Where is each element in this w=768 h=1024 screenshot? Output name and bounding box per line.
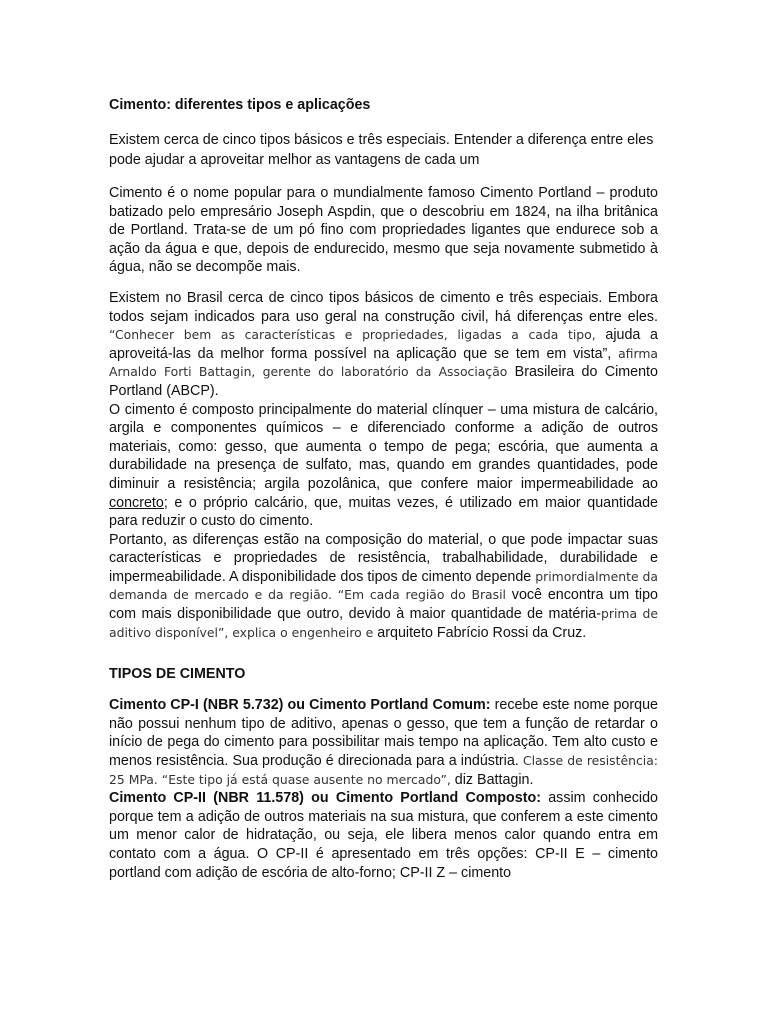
paragraph-composition (109, 401, 658, 531)
document-title: Cimento: diferentes tipos e aplicações (109, 97, 371, 113)
text-span: assim conhecido porque tem a adição de outros materiais na sua mistura, que conferem a este cimento um menor calor de hidratação, ou seja, ele libera menos calor quando entra em contato com a água. O CP-II é apresentado em três opções: CP-II E – cimento portland com adição de escória de alto-forno; CP-II Z – cimento (109, 790, 658, 881)
text-span: arquiteto Fabrício Rossi da Cruz. (373, 624, 587, 641)
quote-span: prima de aditivo disponível”, explica o engenheiro e (109, 606, 658, 640)
cp2-label: Cimento CP-II (NBR 11.578) ou Cimento Portland Composto: (109, 790, 541, 807)
text-span: Brasileira do Cimento Portland (ABCP). (109, 364, 658, 399)
paragraph-differences (109, 531, 658, 643)
text-span: ajuda a aproveitá-las da melhor forma possível na aplicação que se tem em vista”, (109, 327, 658, 362)
text-span: você encontra um tipo com mais disponibilidade que outro, devido à maior quantidade de matéria- (109, 587, 659, 623)
paragraph-gap (109, 277, 658, 289)
text-span: Existem no Brasil cerca de cinco tipos básicos de cimento e três especiais. Embora todos sejam indicados para uso geral na construção civil, há diferenças entre eles. (109, 289, 658, 325)
quote-span: Classe de resistência: 25 MPa. “Este tipo já está quase ausente no mercado”, (109, 753, 658, 787)
quote-span: primordialmente da demanda de mercado e da região. “Em cada região do Brasil (109, 568, 658, 603)
text-span: Portanto, as diferenças estão na composição do material, o que pode impactar suas características e propriedades de resistência, trabalhabilidade, durabilidade e impermeabilidade. A disponibilidade dos tipos de cimento depende (109, 531, 658, 585)
text-span: O cimento é composto principalmente do material clínquer – uma mistura de calcário, argila e componentes químicos – e diferenciado conforme a adição de outros materiais, como: gesso, que aumenta o tempo de pega; escória, que aumenta a durabilidade na presença de sulfato, mas, quando em grandes quantidades, pode diminuir a resistência; argila pozolânica, que confere maior impermeabilidade ao (109, 401, 658, 492)
concreto-link[interactable]: concreto (109, 494, 164, 511)
section-heading: TIPOS DE CIMENTO (109, 666, 246, 683)
paragraph-cp1 (109, 696, 658, 789)
quote-span: afirma Arnaldo Forti Battagin, gerente do laboratório da Associação (109, 345, 658, 380)
paragraph-cp2 (109, 789, 658, 882)
text-span: ; e o próprio calcário, que, muitas vezes, é utilizado em maior quantidade para reduzir o custo do cimento. (109, 494, 658, 530)
cp1-label: Cimento CP-I (NBR 5.732) ou Cimento Portland Comum: (109, 697, 491, 714)
paragraph-types-overview (109, 289, 658, 401)
document-page (109, 95, 658, 882)
text-span: diz Battagin. (450, 771, 534, 788)
quote-span: “Conhecer bem as características e propriedades, ligadas a cada tipo, (109, 327, 596, 343)
text-span: recebe este nome porque não possui nenhum tipo de aditivo, apenas o gesso, que tem a função de retardar o início de pega do cimento para possibilitar mais tempo na aplicação. Tem alto custo e menos resistência. Sua produção é direcionada para a indústria. (109, 697, 658, 770)
paragraph-definition: Cimento é o nome popular para o mundialmente famoso Cimento Portland – produto batizado pelo empresário Joseph Aspdin, que o descobriu em 1824, na ilha britânica de Portland. Trata-se de um pó fino com propriedades ligantes que endurece sob a ação da água e que, depois de endurecido, mesmo que seja novamente submetido à água, não se decompõe mais. (109, 185, 658, 276)
intro-paragraph: Existem cerca de cinco tipos básicos e três especiais. Entender a diferença entre eles pode ajudar a aproveitar melhor as vantagens de cada um (109, 132, 654, 168)
